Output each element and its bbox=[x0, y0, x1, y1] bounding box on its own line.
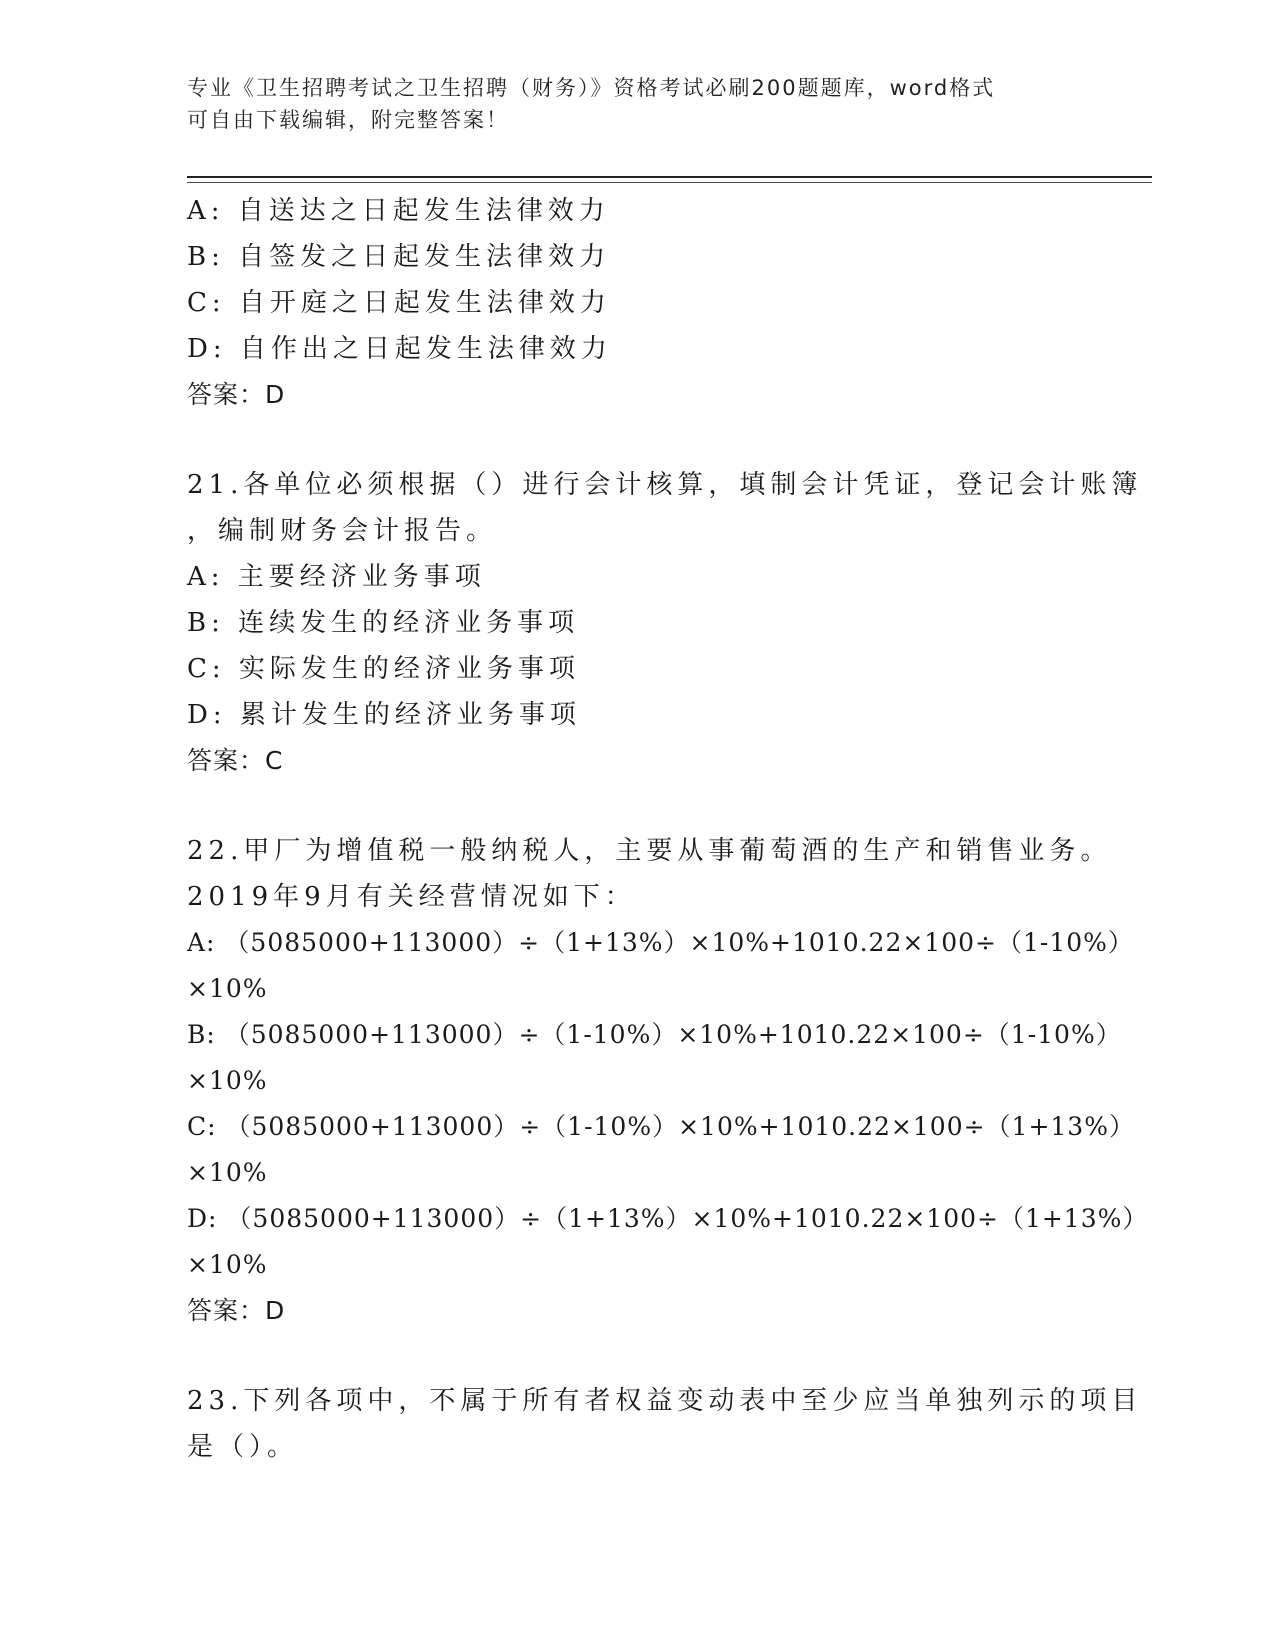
header-title-line-2: 可自由下载编辑，附完整答案！ bbox=[187, 108, 509, 132]
header-divider-thick bbox=[187, 176, 1152, 178]
header-title-line-1: 专业《卫生招聘考试之卫生招聘（财务）》资格考试必刷200题题库，word格式 bbox=[187, 76, 996, 100]
question-stem-line-2: ，编制财务会计报告。 bbox=[187, 516, 498, 546]
option-b: B: 连续发生的经济业务事项 bbox=[187, 608, 580, 638]
option-d: D: 自作出之日起发生法律效力 bbox=[187, 334, 612, 364]
option-c: C: 实际发生的经济业务事项 bbox=[187, 654, 580, 684]
question-stem-line-2: 是（）。 bbox=[187, 1432, 299, 1462]
question-22 bbox=[187, 828, 1149, 1334]
option-b-line-2: ×10% bbox=[187, 1066, 268, 1095]
answer: 答案：D bbox=[187, 1296, 286, 1325]
answer: 答案：D bbox=[187, 380, 286, 409]
question-23 bbox=[187, 1378, 1143, 1470]
option-a-line-1: A: （5085000+113000）÷（1+13%）×10%+1010.22×100÷（1-10%） bbox=[187, 928, 1134, 957]
question-spacer bbox=[187, 1334, 1087, 1378]
option-c-line-2: ×10% bbox=[187, 1158, 268, 1187]
question-content bbox=[187, 188, 1149, 1470]
question-21 bbox=[187, 462, 1143, 784]
option-a: A: 主要经济业务事项 bbox=[187, 562, 486, 592]
option-b: B: 自签发之日起发生法律效力 bbox=[187, 242, 611, 272]
question-stem-line-2: 2019年9月有关经营情况如下： bbox=[187, 882, 636, 912]
question-spacer bbox=[187, 418, 1087, 462]
document-header bbox=[187, 72, 1067, 136]
question-stem-line-1: 23.下列各项中，不属于所有者权益变动表中至少应当单独列示的项目 bbox=[187, 1386, 1143, 1416]
option-a: A: 自送达之日起发生法律效力 bbox=[187, 196, 610, 226]
question-20 bbox=[187, 188, 1087, 418]
question-spacer bbox=[187, 784, 1087, 828]
header-divider-thin bbox=[187, 182, 1152, 183]
option-c-line-1: C: （5085000+113000）÷（1-10%）×10%+1010.22×100÷（1+13%） bbox=[187, 1112, 1135, 1141]
option-d: D: 累计发生的经济业务事项 bbox=[187, 700, 581, 730]
option-a-line-2: ×10% bbox=[187, 974, 268, 1003]
option-b-line-1: B: （5085000+113000）÷（1-10%）×10%+1010.22×100÷（1-10%） bbox=[187, 1020, 1122, 1049]
answer: 答案：C bbox=[187, 746, 284, 775]
option-d-line-1: D: （5085000+113000）÷（1+13%）×10%+1010.22×100÷（1+13%） bbox=[187, 1204, 1149, 1233]
option-d-line-2: ×10% bbox=[187, 1250, 268, 1279]
option-c: C: 自开庭之日起发生法律效力 bbox=[187, 288, 611, 318]
question-stem-line-1: 22.甲厂为增值税一般纳税人，主要从事葡萄酒的生产和销售业务。 bbox=[187, 836, 1112, 866]
question-stem-line-1: 21.各单位必须根据（）进行会计核算，填制会计凭证，登记会计账簿 bbox=[187, 470, 1143, 500]
